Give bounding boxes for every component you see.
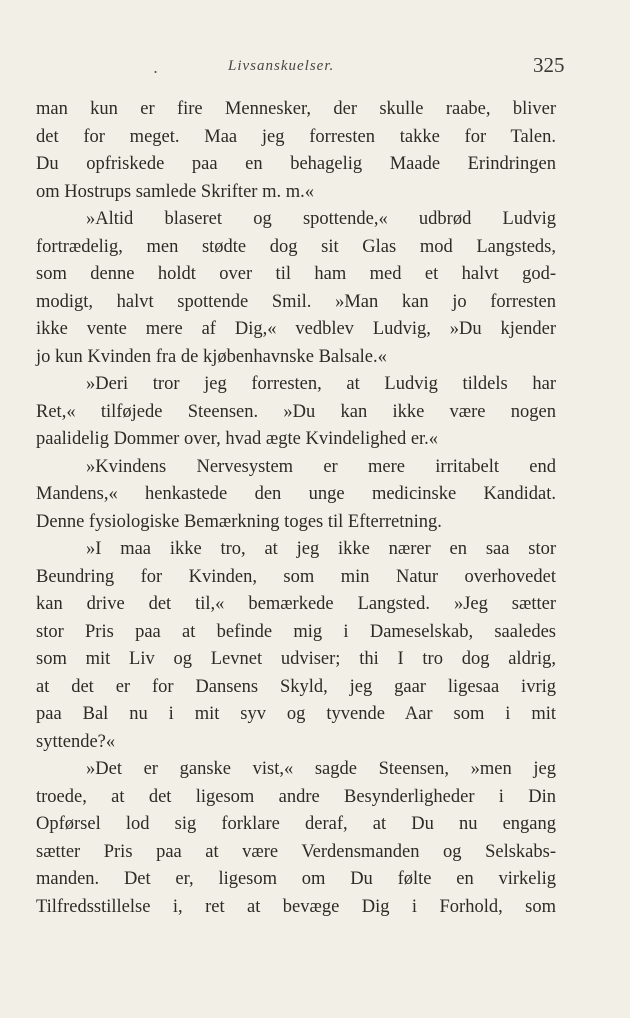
text-line: kan drive det til,« bemærkede Langsted. »Jeg sætter: [36, 594, 556, 614]
text-line: sætter Pris paa at være Verdensmanden og Selskabs-: [36, 841, 556, 862]
text-line: som denne holdt over til ham med et halvt god-: [36, 264, 556, 284]
text-line: man kun er fire Mennesker, der skulle raabe, bliver: [36, 99, 556, 119]
text-line: om Hostrups samlede Skrifter m. m.«: [36, 181, 314, 202]
text-line: troede, at det ligesom andre Besynderligheder i Din: [36, 786, 556, 807]
text-line: ikke vente mere af Dig,« vedblev Ludvig, »Du kjender: [36, 319, 556, 339]
text-line: Denne fysiologiske Bemærkning toges til Efterretning.: [36, 511, 442, 532]
text-line: »Det er ganske vist,« sagde Steensen, »men jeg: [86, 759, 556, 779]
running-title: Livsanskuelser.: [228, 58, 335, 74]
text-line: Du opfriskede paa en behagelig Maade Erindringen: [36, 154, 556, 174]
text-line: modigt, halvt spottende Smil. »Man kan jo forresten: [36, 291, 556, 312]
text-line: syttende?«: [36, 731, 116, 752]
text-line: at det er for Dansens Skyld, jeg gaar ligesaa ivrig: [36, 676, 556, 697]
header-dot: .: [153, 58, 159, 77]
text-line: det for meget. Maa jeg forresten takke for Talen.: [36, 126, 556, 147]
text-line: »Deri tror jeg forresten, at Ludvig tildels har: [86, 374, 556, 394]
page-number: 325: [533, 53, 565, 77]
text-line: Beundring for Kvinden, som min Natur overhovedet: [36, 566, 556, 587]
text-line: som mit Liv og Levnet udviser; thi I tro dog aldrig,: [36, 649, 556, 669]
text-line: fortrædelig, men stødte dog sit Glas mod Langsteds,: [36, 236, 556, 257]
text-line: stor Pris paa at befinde mig i Dameselskab, saaledes: [36, 621, 556, 642]
text-line: Opførsel lod sig forklare deraf, at Du nu engang: [36, 814, 556, 834]
running-head: [0, 52, 630, 82]
text-line: Ret,« tilføjede Steensen. »Du kan ikke være nogen: [36, 401, 556, 422]
text-line: Tilfredsstillelse i, ret at bevæge Dig i Forhold, som: [36, 896, 556, 917]
text-line: Mandens,« henkastede den unge medicinske Kandidat.: [36, 484, 556, 504]
text-line: paalidelig Dommer over, hvad ægte Kvindelighed er.«: [36, 429, 439, 449]
text-line: »Kvindens Nervesystem er mere irritabelt end: [86, 456, 556, 477]
text-line: manden. Det er, ligesom om Du følte en virkelig: [36, 869, 556, 889]
text-line: paa Bal nu i mit syv og tyvende Aar som i mit: [36, 704, 556, 724]
text-line: »I maa ikke tro, at jeg ikke nærer en saa stor: [86, 539, 556, 559]
text-line: jo kun Kvinden fra de kjøbenhavnske Balsale.«: [36, 346, 387, 367]
text-line: »Altid blaseret og spottende,« udbrød Ludvig: [86, 209, 556, 229]
body-text: [36, 96, 556, 921]
